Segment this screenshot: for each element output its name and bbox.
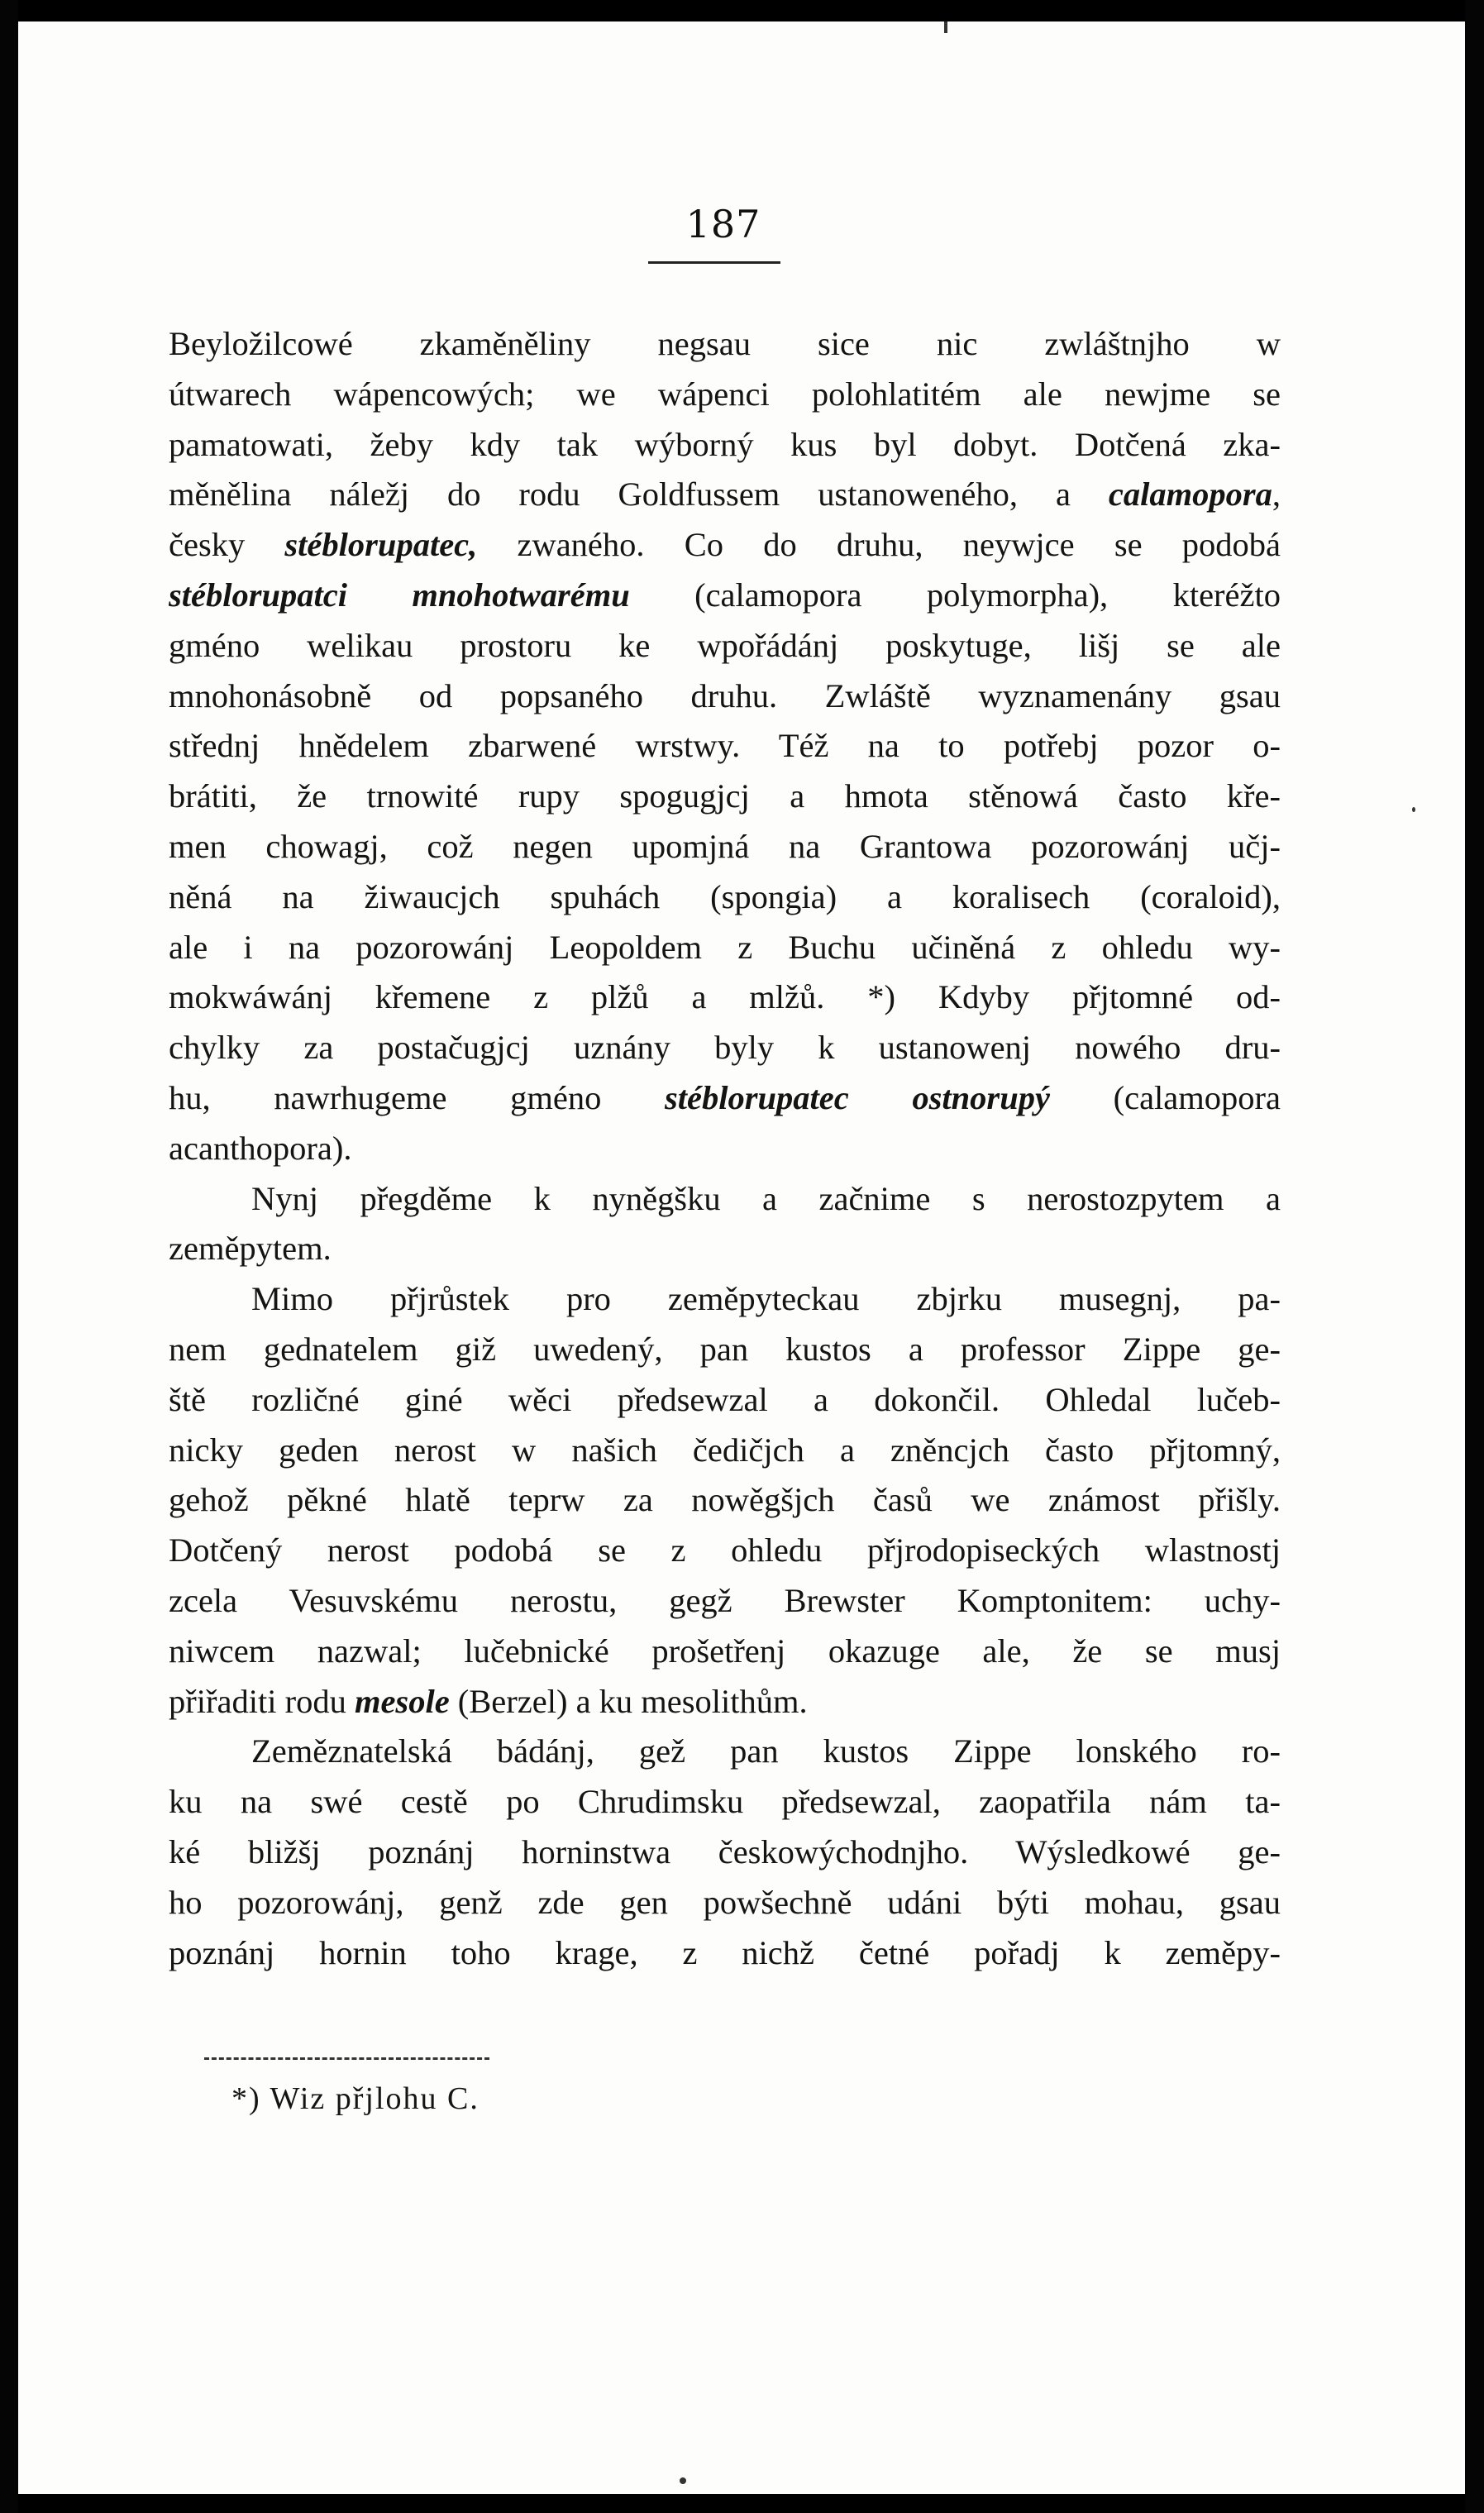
text-line: něná na žiwaucjch spuhách (spongia) a koralisech (coraloid), xyxy=(169,877,1281,915)
text-line: chylky za postačugjcj uznány byly k ustanowenj nowého dru- xyxy=(169,1029,1281,1067)
text-line: mnohonásobně od popsaného druhu. Zwláště wyznamenány gsau xyxy=(169,676,1281,714)
text-line: poznánj hornin toho krage, z nichž četné pořadj k zeměpy- xyxy=(169,1933,1281,1971)
page-number: 187 xyxy=(685,202,761,246)
footnote: *) Wiz přjlohu C. xyxy=(231,2081,480,2116)
text-run: česky xyxy=(169,526,285,564)
text-line: Nynj přegděme k nyněgšku a začnime s nerostozpytem a xyxy=(251,1179,1281,1217)
text-line: gehož pěkné hlatě teprw za nowěgšjch časů we známost přišly. xyxy=(169,1481,1281,1519)
text-line: ale i na pozorowánj Leopoldem z Buchu učiněná z ohledu wy- xyxy=(169,928,1281,966)
italic-term: stéblorupatec, xyxy=(284,526,478,564)
text-line: gméno welikau prostoru ke wpořádánj poskytuge, lišj se ale xyxy=(169,626,1281,664)
text-line: nicky geden nerost w našich čedičjch a zněncjch často přjtomný, xyxy=(169,1431,1281,1469)
italic-term: stéblorupatec ostnorupý xyxy=(665,1078,1050,1116)
book-page xyxy=(18,21,1465,2494)
text-run: (calamopora polymorpha), kteréžto xyxy=(629,576,1281,614)
italic-term: stéblorupatci mnohotwarému xyxy=(169,576,630,614)
text-line xyxy=(169,470,1281,520)
text-run: měnělina náležj do rodu Goldfussem ustanoweného, a xyxy=(169,475,1109,514)
text-line: ště rozličné giné wěci předsewzal a dokončil. Ohledal lučeb- xyxy=(169,1380,1281,1418)
italic-term: calamopora xyxy=(1108,475,1272,514)
text-line: útwarech wápencowých; we wápenci polohlatitém ale newjme se xyxy=(169,375,1281,413)
scan-speck xyxy=(680,2477,686,2484)
text-line: ku na swé cestě po Chrudimsku předsewzal, zaopatřila nám ta- xyxy=(169,1783,1281,1821)
text-line xyxy=(169,571,1281,621)
italic-term: mesole xyxy=(354,1682,450,1720)
text-run: (Berzel) a ku mesolithům. xyxy=(449,1682,808,1720)
scan-border-right xyxy=(1465,0,1484,2513)
scan-speck xyxy=(1412,807,1415,812)
header-rule xyxy=(648,261,780,264)
text-run: (calamopora xyxy=(1049,1078,1281,1116)
text-line: ké bližšj poznánj horninstwa českowýchodnjho. Wýsledkowé ge- xyxy=(169,1832,1281,1870)
text-run: , xyxy=(1272,475,1281,514)
text-line: Mimo přjrůstek pro zeměpyteckau zbjrku musegnj, pa- xyxy=(251,1280,1281,1318)
scan-border-left xyxy=(0,0,18,2513)
text-line: Beyložilcowé zkaměněliny negsau sice nic zwláštnjho w xyxy=(169,325,1281,362)
text-line: pamatowati, žeby kdy tak wýborný kus byl dobyt. Dotčená zka- xyxy=(169,425,1281,463)
text-line: Zeměznatelská bádánj, gež pan kustos Zippe lonského ro- xyxy=(251,1732,1281,1770)
scan-speck xyxy=(944,21,947,33)
text-line: ho pozorowánj, genž zde gen powšechně udáni býti mohau, gsau xyxy=(169,1883,1281,1921)
text-line: Dotčený nerost podobá se z ohledu přjrodopiseckých wlastnostj xyxy=(169,1531,1281,1569)
text-run: zwaného. Co do druhu, neywjce se podobá xyxy=(477,526,1281,564)
text-line: mokwáwánj křemene z plžů a mlžů. *) Kdyby přjtomné od- xyxy=(169,978,1281,1016)
text-line: nem gednatelem giž uwedený, pan kustos a professor Zippe ge- xyxy=(169,1330,1281,1368)
text-line: střednj hnědelem zbarwené wrstwy. Též na to potřebj pozor o- xyxy=(169,727,1281,765)
text-run: hu, nawrhugeme gméno xyxy=(169,1078,665,1116)
footnote-rule xyxy=(204,2057,489,2060)
text-line xyxy=(169,520,1281,571)
text-line: men chowagj, což negen upomjná na Grantowa pozorowánj učj- xyxy=(169,827,1281,865)
text-line: zeměpytem. xyxy=(169,1230,332,1268)
text-line: niwcem nazwal; lučebnické prošetřenj okazuge ale, že se musj xyxy=(169,1632,1281,1670)
text-line xyxy=(169,1677,1281,1727)
text-line: acanthopora). xyxy=(169,1129,352,1167)
text-line: brátiti, že trnowité rupy spogugjcj a hmota stěnowá často kře- xyxy=(169,777,1281,815)
text-line: zcela Vesuvskému nerostu, gegž Brewster Komptonitem: uchy- xyxy=(169,1581,1281,1619)
text-line xyxy=(169,1073,1281,1124)
text-run: přiřaditi rodu xyxy=(169,1682,355,1720)
body-text xyxy=(169,319,1281,1978)
